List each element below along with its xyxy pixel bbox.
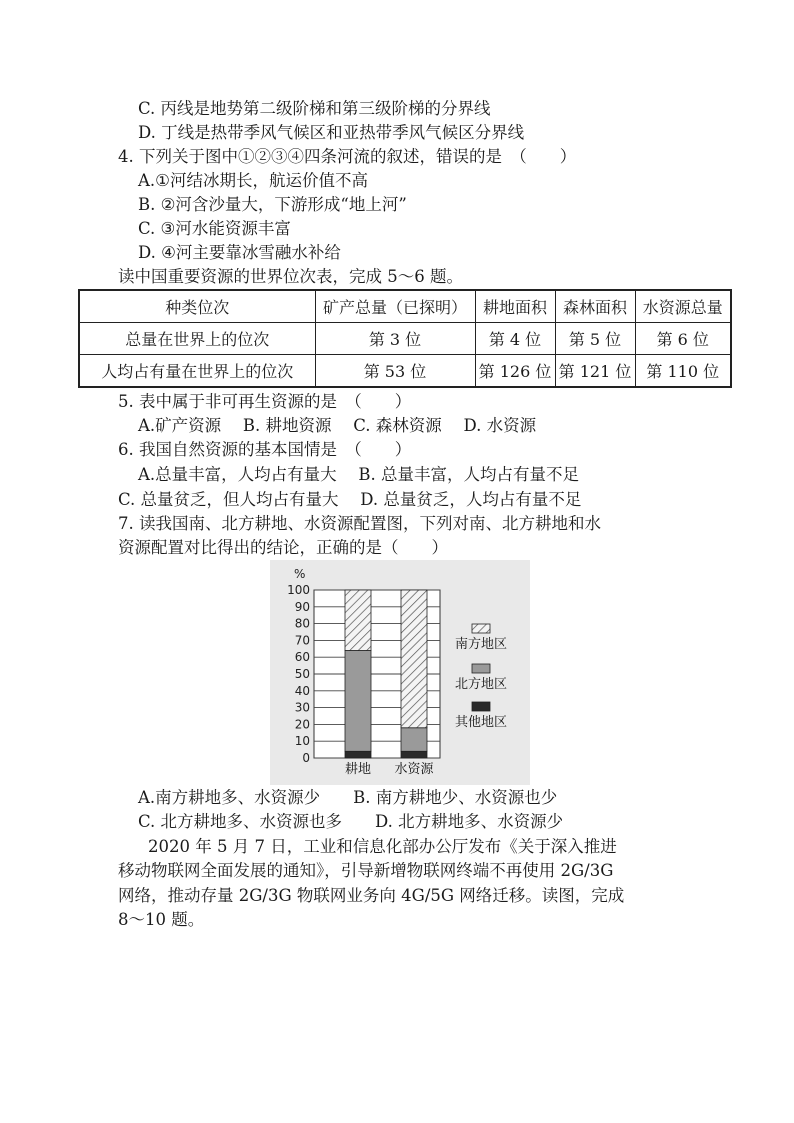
table-cell: 人均占有量在世界上的位次 (79, 355, 315, 388)
table-header-cell: 水资源总量 (635, 290, 731, 323)
table-header-cell: 耕地面积 (475, 290, 555, 323)
y-tick-label: 10 (294, 734, 310, 749)
table-cell: 第 3 位 (315, 323, 475, 355)
option-d-q4: D. ④河主要靠冰雪融水补给 (138, 243, 341, 262)
y-tick-label: 100 (287, 583, 310, 597)
legend-swatch (472, 702, 490, 711)
legend-label: 北方地区 (454, 677, 508, 692)
y-axis-label: % (294, 567, 306, 581)
options-q6-cd: C. 总量贫乏，但人均占有量大 D. 总量贫乏，人均占有量不足 (118, 490, 582, 509)
table-header-row (79, 290, 731, 323)
bar-segment (345, 751, 371, 758)
table-cell: 第 110 位 (635, 355, 731, 388)
y-tick-label: 70 (294, 633, 310, 648)
y-tick-label: 90 (294, 599, 310, 614)
table-cell: 第 6 位 (635, 323, 731, 355)
option-d-q3: D. 丁线是热带季风气候区和亚热带季风气候区分界线 (138, 123, 525, 142)
question-7: 7. 读我国南、北方耕地、水资源配置图，下列对南、北方耕地和水 (118, 514, 601, 533)
bar-segment (401, 590, 427, 728)
legend-swatch (472, 624, 490, 633)
question-7-cont: 资源配置对比得出的结论，正确的是（ ） (118, 538, 448, 557)
option-b-q4: B. ②河含沙量大，下游形成“地上河” (138, 195, 407, 214)
table-header-cell: 矿产总量（已探明） (315, 290, 475, 323)
table-header-cell: 种类位次 (79, 290, 315, 323)
legend-swatch (472, 664, 490, 673)
chart-svg (270, 560, 530, 785)
table-cell: 总量在世界上的位次 (79, 323, 315, 355)
table-row (79, 323, 731, 355)
legend-label: 其他地区 (454, 715, 508, 730)
resource-rank-table (78, 289, 732, 388)
option-c-q4: C. ③河水能资源丰富 (138, 219, 291, 238)
y-tick-label: 60 (294, 650, 310, 665)
bar-segment (401, 728, 427, 752)
y-tick-label: 0 (302, 751, 310, 765)
bar-segment (345, 590, 371, 650)
y-tick-label: 20 (294, 717, 310, 732)
options-q5: A.矿产资源 B. 耕地资源 C. 森林资源 D. 水资源 (138, 416, 537, 435)
table-cell: 第 121 位 (555, 355, 635, 388)
passage-line-1: 2020 年 5 月 7 日，工业和信息化部办公厅发布《关于深入推进 (148, 837, 617, 856)
options-q7-ab: A.南方耕地多、水资源少 B. 南方耕地少、水资源也少 (138, 788, 558, 807)
passage-line-4: 8～10 题。 (118, 910, 205, 929)
question-5: 5. 表中属于非可再生资源的是 （ ） (118, 392, 412, 411)
table-header-cell: 森林面积 (555, 290, 635, 323)
x-tick-label: 耕地 (344, 762, 372, 777)
bar-segment (401, 751, 427, 758)
table-cell: 第 4 位 (475, 323, 555, 355)
options-q6-ab: A.总量丰富，人均占有量大 B. 总量丰富，人均占有量不足 (138, 465, 580, 484)
options-q7-cd: C. 北方耕地多、水资源也多 D. 北方耕地多、水资源少 (138, 812, 564, 831)
passage-line-2: 移动物联网全面发展的通知》，引导新增物联网终端不再使用 2G/3G (118, 861, 614, 880)
question-4: 4. 下列关于图中①②③④四条河流的叙述，错误的是 （ ） (118, 147, 577, 166)
passage-line-3: 网络，推动存量 2G/3G 物联网业务向 4G/5G 网络迁移。读图，完成 (118, 886, 625, 905)
x-tick-label: 水资源 (394, 762, 434, 777)
y-tick-label: 30 (294, 700, 310, 715)
bar-segment (345, 650, 371, 751)
resource-distribution-chart (270, 560, 530, 785)
option-c-q3: C. 丙线是地势第二级阶梯和第三级阶梯的分界线 (138, 99, 491, 118)
option-a-q4: A.①河结冰期长，航运价值不高 (138, 171, 368, 190)
table-cell: 第 53 位 (315, 355, 475, 388)
table-row (79, 355, 731, 388)
table-intro: 读中国重要资源的世界位次表，完成 5～6 题。 (118, 267, 463, 286)
y-tick-label: 50 (294, 667, 310, 681)
legend-label: 南方地区 (454, 637, 508, 652)
y-tick-label: 40 (294, 683, 310, 698)
table-cell: 第 126 位 (475, 355, 555, 388)
question-6: 6. 我国自然资源的基本国情是 （ ） (118, 440, 412, 459)
table-cell: 第 5 位 (555, 323, 635, 355)
y-tick-label: 80 (294, 616, 310, 631)
